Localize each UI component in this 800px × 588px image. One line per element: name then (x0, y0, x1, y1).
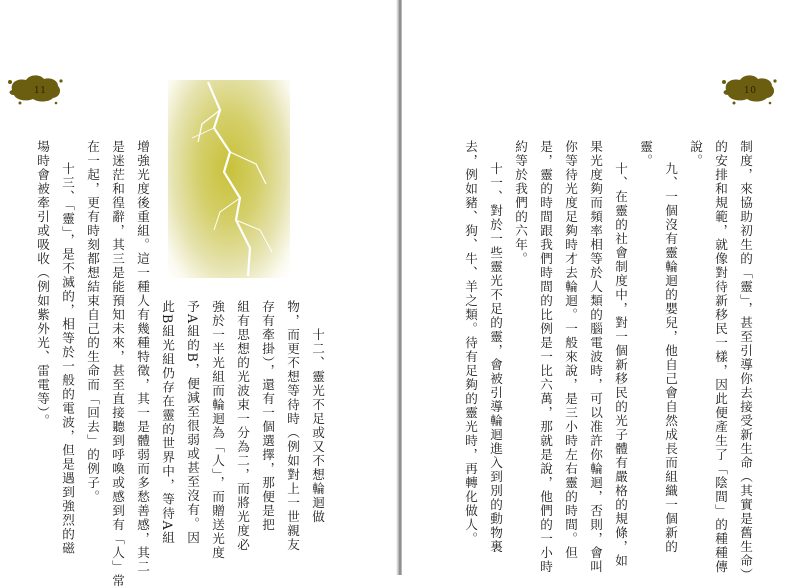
text-column: 你等待光度足夠時才去輪迴。一般來說，是三小時左右靈的時間。但 (563, 140, 578, 560)
text-column: 制度，來協助初生的「靈」，甚至引導你去接受新生命（其實是舊生命） (738, 140, 753, 582)
text-column: 此B組光組仍存在靈的世界中，等待A組 (160, 300, 175, 546)
text-column: 去，例如豬、狗、牛、羊之類。待有足夠的靈光時，再轉化做人。 (463, 140, 478, 546)
lightning-illustration (168, 80, 290, 278)
text-column: 場時會被牽引或吸收（例如紫外光、雷電等）。 (35, 140, 50, 428)
text-column: 的安排和規範，就像對待新移民一樣，因此便產生了「陰間」的種種傳 (713, 140, 728, 574)
text-column: 十三、「靈」，是不滅的，相等於一般的電波，但是遇到強烈的磁 (60, 162, 75, 556)
text-column: 約等於我們的六年。 (513, 140, 528, 266)
text-column: 果光度夠而頻率相等於人類的腦電波時，可以准許你輪迴，否則，會叫 (588, 140, 603, 574)
text-column: 物，而更不想等待時（例如對上一世親友 (285, 300, 300, 552)
text-column: 十一、對於一些靈光不足的靈，會被引導輪迴進入到別的動物裏 (488, 162, 503, 554)
text-column: 靈。 (638, 140, 653, 168)
lightning-icon (168, 80, 290, 278)
text-column: 說。 (688, 140, 703, 168)
text-column: 予A組的B，便減至很弱或甚至沒有。因 (185, 300, 200, 546)
text-column: 在一起，更有時刻都想結束自己的生命而「回去」的例子。 (85, 140, 100, 504)
text-column: 組有思想的光波束一分為二，而將光度必 (235, 300, 250, 552)
text-column: 九、一個沒有靈輪迴的嬰兒，他自己會自然成長而組織一個新的 (663, 162, 678, 554)
text-column: 強於一半光組而輪迴為「人」，而贈送光度 (210, 300, 225, 560)
text-column: 十二、靈光不足或又不想輪迴做 (310, 328, 325, 524)
text-column: 存有牽掛），還有一個選擇，那便是把 (260, 300, 275, 532)
text-column: 增強光度後重組。這一種人有幾種特徵，其一是體弱而多愁善感，其二 (135, 140, 150, 574)
text-column: 是迷茫和徨辭，其三是能預知未來，甚至直接聽到呼喚或感到有「人」常 (110, 140, 125, 588)
page-number: 11 (34, 86, 47, 96)
text-column: 十、在靈的社會制度中，對一個新移民的光子體有嚴格的規條，如 (613, 162, 628, 568)
left-page (0, 0, 398, 588)
text-column: 是，靈的時間跟我們時間的比例是一比六萬，那就是說，他們的一小時 (538, 140, 553, 574)
right-page (402, 0, 800, 582)
page-number: 10 (744, 86, 757, 96)
